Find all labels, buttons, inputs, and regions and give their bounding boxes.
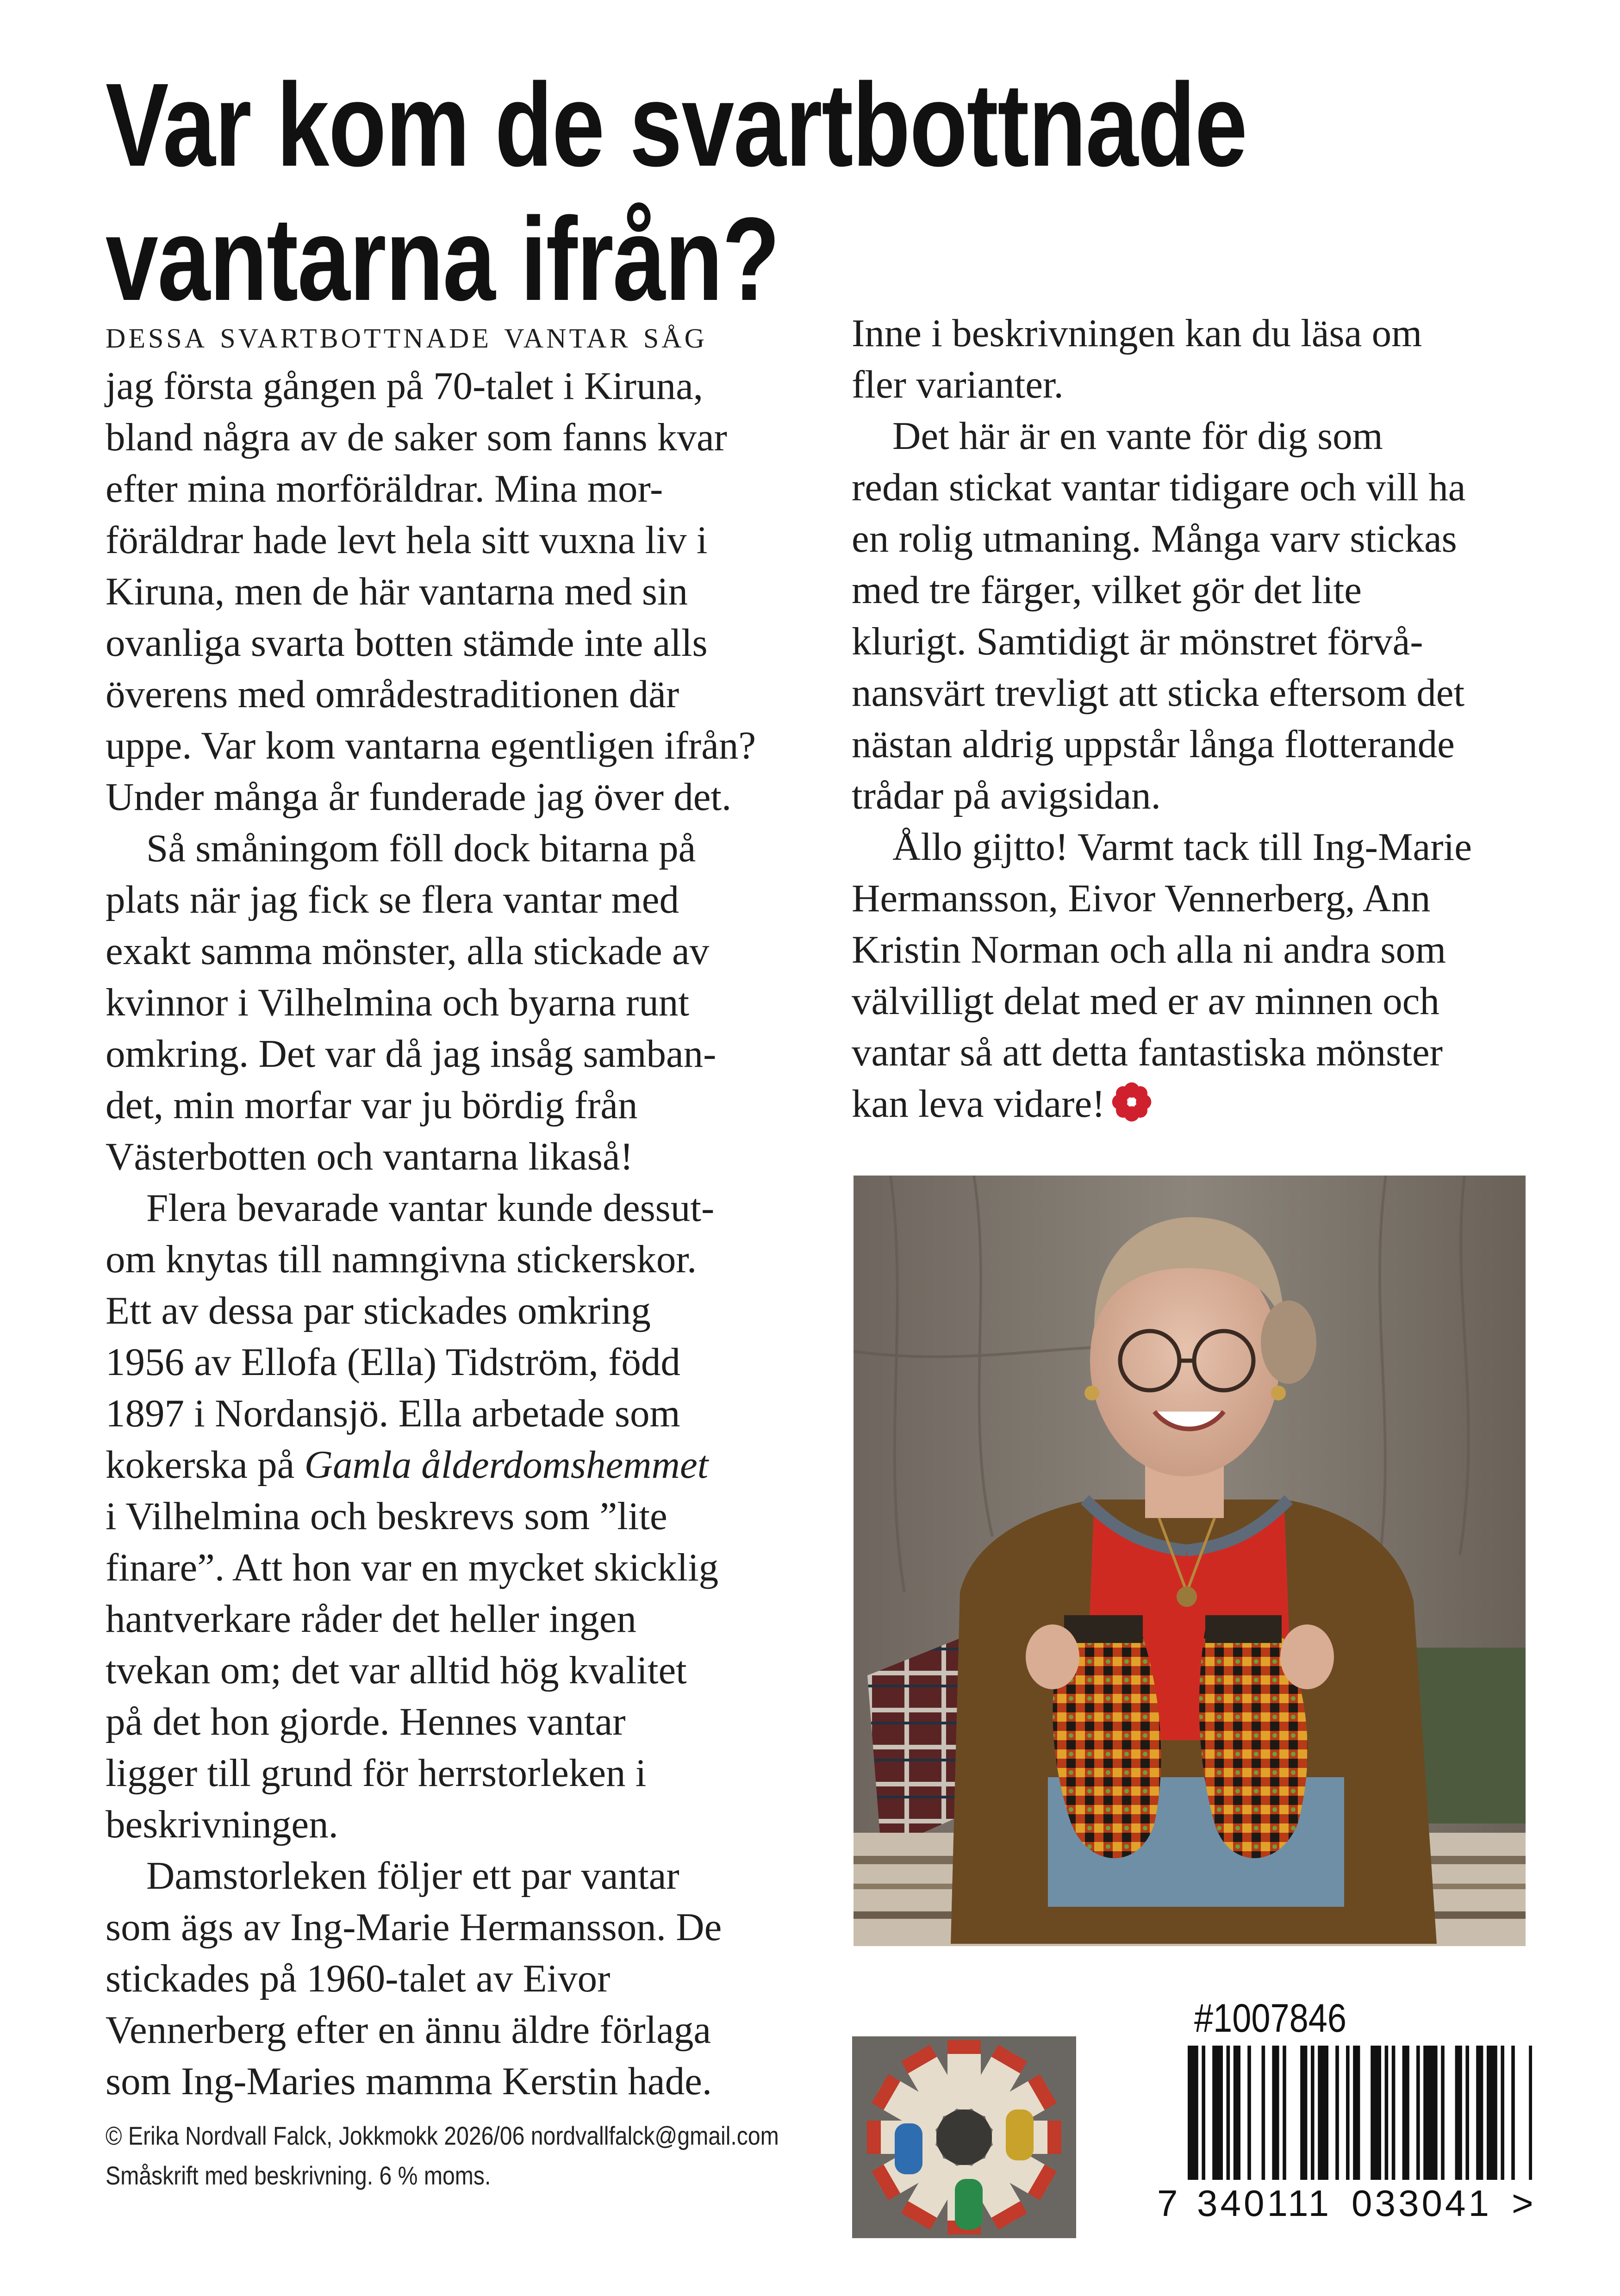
product-number: #1007846 [1194,1996,1347,2041]
text-line: det, min morfar var ju bördig från [106,1083,638,1127]
title-line-2: vantarna ifrån? [106,193,779,325]
barcode-bar [1402,2046,1409,2180]
text-line: nästan aldrig uppstår långa flotterande [852,722,1455,766]
barcode-bar [1335,2046,1339,2180]
barcode-bar [1202,2046,1205,2180]
barcode-digits-left: 340111 [1197,2183,1332,2224]
text-line: hantverkare råder det heller ingen [106,1597,636,1641]
paragraph-right-3 [852,821,1527,1130]
text-line: ovanliga svarta botten stämde inte alls [106,621,708,665]
text-line: uppe. Var kom vantarna egentligen ifrån? [106,724,756,767]
text-line: Kristin Norman och alla ni andra som [852,928,1446,971]
barcode-bar [1188,2046,1198,2180]
barcode-bar [1423,2046,1437,2180]
barcode-bar [1529,2046,1532,2180]
text-line: nansvärt trevligt att sticka eftersom det [852,671,1465,715]
paragraph-4 [106,1850,786,2107]
barcode-bar [1487,2046,1497,2180]
text-line: exakt samma mönster, alla stickade av [106,929,710,973]
barcode-bar [1247,2046,1251,2180]
text-line: ligger till grund för herrstorleken i [106,1751,647,1795]
barcode-bar [1476,2046,1483,2180]
text-line: 1956 av Ellofa (Ella) Tidström, född [106,1340,680,1384]
text-line: bland några av de saker som fanns kvar [106,416,727,459]
line-with-italic [106,1439,786,1491]
barcode-quiet-zone-mark: > [1512,2183,1536,2224]
text-line: kvinnor i Vilhelmina och byarna runt [106,981,689,1024]
text-line: som Ing-Maries mamma Kerstin hade. [106,2060,712,2103]
text-line: omkring. Det var då jag insåg samban- [106,1032,717,1076]
paragraph-right-2 [852,411,1527,821]
barcode-bar [1318,2046,1328,2180]
text-line: Damstorleken följer ett par vantar [146,1854,679,1898]
barcode-bar [1262,2046,1265,2180]
text-line: med tre färger, vilket gör det lite [852,568,1362,612]
text-line: om knytas till namngivna stickerskor. [106,1238,697,1281]
text-line: Ett av dessa par stickades omkring [106,1289,651,1332]
text-line: Inne i beskrivningen kan du läsa om [852,311,1422,355]
text-line: Vennerberg efter en ännu äldre förlaga [106,2008,711,2052]
barcode-bar [1465,2046,1469,2180]
barcode-bar [1511,2046,1515,2180]
text-line: föräldrar hade levt hela sitt vuxna liv i [106,518,708,562]
text-line: jag första gången på 70-talet i Kiruna, [106,364,704,408]
text-line: Kiruna, men de här vantarna med sin [106,570,688,613]
barcode-bar [1371,2046,1381,2180]
paragraph-intro [106,309,786,823]
barcode-bar [1311,2046,1315,2180]
flower-ornament-icon [1110,1081,1153,1123]
text-line: i Vilhelmina och beskrevs som ”lite [106,1494,667,1538]
text-line: finare”. Att hon var en mycket skicklig [106,1546,719,1589]
text-line: plats när jag fick se flera vantar med [106,878,679,921]
barcode-bar [1455,2046,1462,2180]
mitten-collage-thumbnail [852,2036,1076,2238]
lead-in-small-caps: dessa svartbottnade vantar såg [106,313,707,356]
text-line: Under många år funderade jag över det. [106,775,732,819]
paragraph-right-1 [852,308,1527,411]
text-line: på det hon gjorde. Hennes vantar [106,1700,626,1743]
text-line: Det här är en vante för dig som [892,414,1383,458]
text-line: Så småningom föll dock bitarna på [146,827,696,870]
paragraph-2 [106,823,786,1182]
text-line: Ållo gijtto! Varmt tack till Ing-Marie [892,825,1472,869]
text-line: stickades på 1960-talet av Eivor [106,1957,611,2000]
barcode-bar [1212,2046,1223,2180]
title-line-1: Var kom de svartbottnade [106,59,1247,191]
barcode-bar [1346,2046,1350,2180]
barcode-bar [1353,2046,1360,2180]
barcode-bar [1272,2046,1279,2180]
barcode-digit-first: 7 [1157,2183,1181,2224]
barcode-bar [1392,2046,1396,2180]
text-line: överens med områdestraditionen där [106,672,679,716]
text-line: klurigt. Samtidigt är mönstret förvå- [852,620,1423,663]
text-line: som ägs av Ing-Marie Hermansson. De [106,1905,722,1949]
barcode-bar [1234,2046,1240,2180]
barcode-bar [1300,2046,1307,2180]
text-line: fler varianter. [852,363,1064,406]
right-text-column [852,308,1527,1130]
left-text-column [106,309,786,2107]
paragraph-3 [106,1182,786,1850]
text-line: redan stickat vantar tidigare och vill ha [852,466,1466,509]
portrait-photo-knitter-with-mittens [854,1176,1526,1946]
barcode-bar [1283,2046,1286,2180]
text-line: Flera bevarade vantar kunde dessut- [146,1186,715,1230]
barcode-digits-right: 033041 [1352,2183,1492,2224]
closing-line [852,1078,1527,1130]
intro-lines [106,361,786,823]
text-line: trådar på avigsidan. [852,774,1161,817]
text-line: beskrivningen. [106,1803,338,1846]
text-line: tvekan om; det var alltid hög kvalitet [106,1649,687,1692]
text-line: en rolig utmaning. Många varv stickas [852,517,1457,560]
text-line: Hermansson, Eivor Vennerberg, Ann [852,877,1431,920]
page-title [106,58,1253,326]
text-line: Västerbotten och vantarna likaså! [106,1135,633,1178]
barcode-bar [1501,2046,1504,2180]
copyright-line: © Erika Nordvall Falck, Jokkmokk 2026/06 nordvallfalck@gmail.com [106,2121,779,2150]
barcode-bar [1385,2046,1389,2180]
barcode-bar [1441,2046,1445,2180]
text-line: välvilligt delat med er av minnen och [852,979,1439,1023]
barcode-bar [1416,2046,1420,2180]
text-line: vantar så att detta fantastiska mönster [852,1031,1443,1074]
text-line: 1897 i Nordansjö. Ella arbetade som [106,1392,680,1435]
line-text: kokerska på [106,1443,305,1487]
text-line: efter mina morföräldrar. Mina mor- [106,467,663,510]
pricing-note: Småskrift med beskrivning. 6 % moms. [106,2161,491,2190]
italic-place-name: Gamla ålderdomshemmet [304,1443,709,1487]
barcode-bar [1227,2046,1230,2180]
line-text: kan leva vidare! [852,1082,1105,1126]
